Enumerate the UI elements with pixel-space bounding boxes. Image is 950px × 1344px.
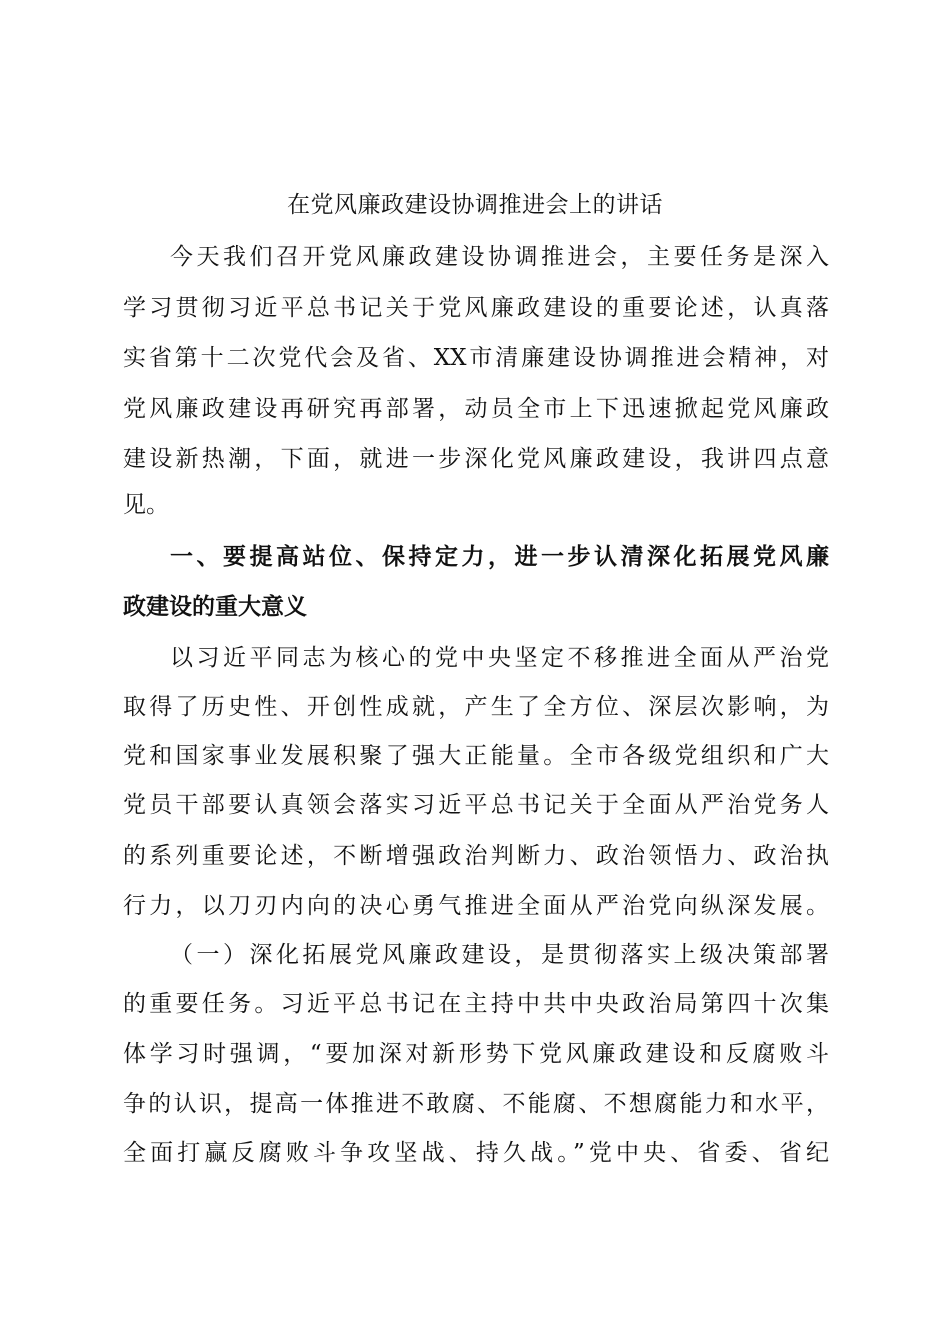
paragraph-1-line-6: 见。 xyxy=(123,492,169,518)
paragraph-2-line-6: 行力，以刀刃内向的决心勇气推进全面从严治党向纵深发展。 xyxy=(123,893,829,919)
paragraph-1-line-3: 实省第十二次党代会及省、XX市清廉建设协调推进会精神，对 xyxy=(123,345,829,371)
paragraph-2-line-5: 的系列重要论述，不断增强政治判断力、政治领悟力、政治执 xyxy=(123,843,829,869)
paragraph-3-line-3: 体学习时强调，“要加深对新形势下党风廉政建设和反腐败斗 xyxy=(123,1041,829,1067)
section-heading-1-line-2: 政建设的重大意义 xyxy=(123,594,307,620)
section-heading-1-line-1: 一、要提高站位、保持定力，进一步认清深化拓展党风廉 xyxy=(170,544,829,570)
paragraph-1-line-1: 今天我们召开党风廉政建设协调推进会，主要任务是深入 xyxy=(170,244,829,270)
paragraph-3-line-1: （一）深化拓展党风廉政建设，是贯彻落实上级决策部署 xyxy=(170,942,829,968)
paragraph-3-line-5: 全面打赢反腐败斗争攻坚战、持久战。”党中央、省委、省纪 xyxy=(123,1140,829,1166)
paragraph-1-line-5: 建设新热潮，下面，就进一步深化党风廉政建设，我讲四点意 xyxy=(123,446,829,472)
paragraph-3-line-4: 争的认识，提高一体推进不敢腐、不能腐、不想腐能力和水平， xyxy=(123,1091,829,1117)
paragraph-3-line-2: 的重要任务。习近平总书记在主持中共中央政治局第四十次集 xyxy=(123,991,829,1017)
paragraph-2-line-1: 以习近平同志为核心的党中央坚定不移推进全面从严治党 xyxy=(170,645,829,671)
paragraph-2-line-4: 党员干部要认真领会落实习近平总书记关于全面从严治党务人 xyxy=(123,792,829,818)
paragraph-2-line-3: 党和国家事业发展积聚了强大正能量。全市各级党组织和广大 xyxy=(123,743,829,769)
paragraph-1-line-4: 党风廉政建设再研究再部署，动员全市上下迅速掀起党风廉政 xyxy=(123,396,829,422)
paragraph-1-line-2: 学习贯彻习近平总书记关于党风廉政建设的重要论述，认真落 xyxy=(123,295,829,321)
document-title: 在党风廉政建设协调推进会上的讲话 xyxy=(287,192,663,218)
paragraph-2-line-2: 取得了历史性、开创性成就，产生了全方位、深层次影响，为 xyxy=(123,694,829,720)
